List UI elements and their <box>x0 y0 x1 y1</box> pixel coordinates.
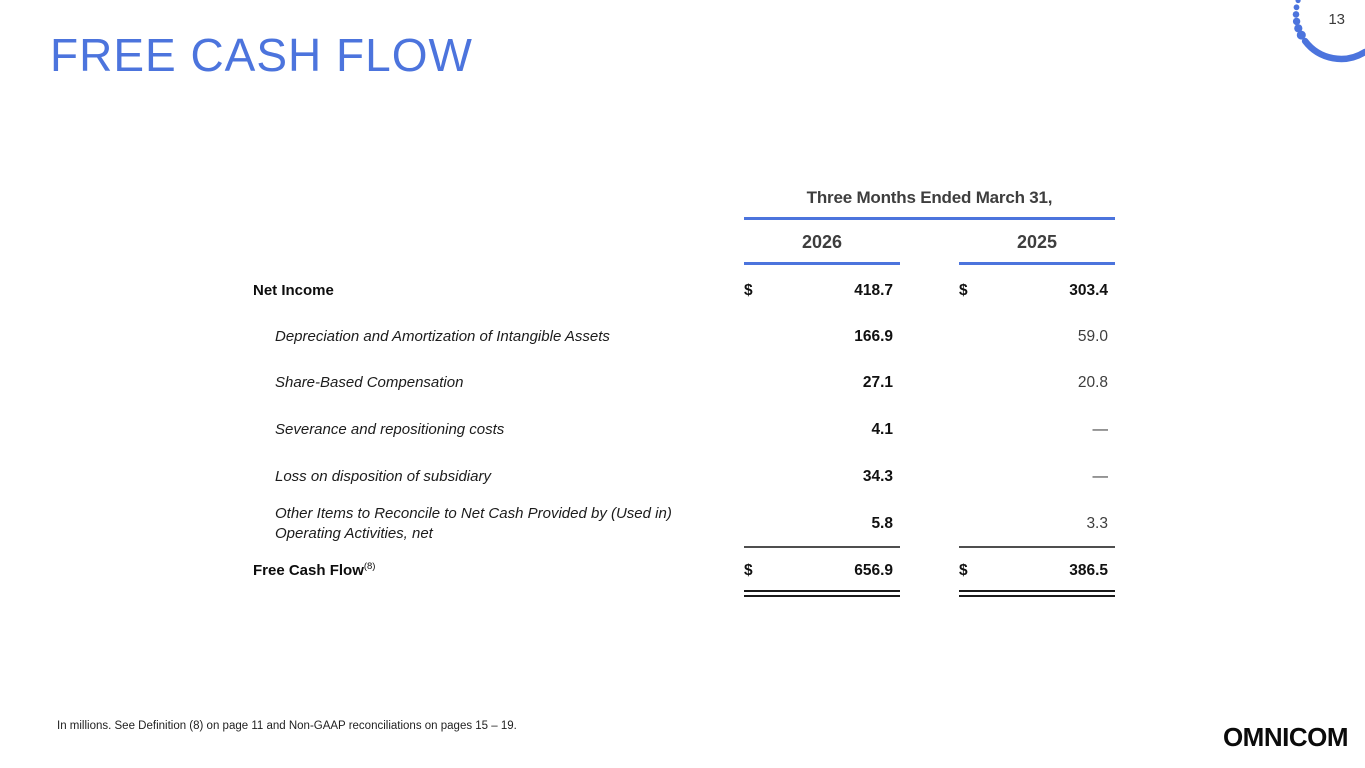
row-label: Share-Based Compensation <box>275 374 464 391</box>
total-label-text: Free Cash Flow <box>253 562 364 579</box>
value-2025: — <box>1092 468 1108 485</box>
value-2025: 3.3 <box>1086 515 1108 532</box>
value-2025: 386.5 <box>1069 562 1108 579</box>
table-row <box>253 280 1115 302</box>
value-2026: 166.9 <box>854 328 893 345</box>
subtotal-rule-2026 <box>744 546 900 548</box>
table-row <box>253 466 1115 488</box>
subtotal-rule-2025 <box>959 546 1115 548</box>
table-row <box>253 419 1115 441</box>
value-2025: — <box>1092 421 1108 438</box>
value-2025-cell <box>959 502 1115 546</box>
value-2025: 59.0 <box>1077 328 1108 345</box>
rule-2026 <box>744 262 900 265</box>
value-2026-cell <box>744 560 900 582</box>
table-period-header: Three Months Ended March 31, <box>806 188 1053 207</box>
value-2025-cell <box>959 280 1115 302</box>
currency-symbol: $ <box>959 562 968 579</box>
value-2026-cell <box>744 502 900 546</box>
footnote: In millions. See Definition (8) on page 11 and Non-GAAP reconciliations on pages 15 – 19. <box>57 720 517 732</box>
table-total-row <box>253 560 1115 582</box>
value-2025-cell <box>959 466 1115 488</box>
page-number: 13 <box>1328 11 1345 28</box>
table-row <box>253 372 1115 394</box>
total-double-rule-2026 <box>744 590 900 597</box>
footnote-reference: (8) <box>363 561 376 572</box>
omnicom-logo: OMNICOM <box>1222 722 1348 752</box>
total-double-rule-2025 <box>959 590 1115 597</box>
corner-arc-decoration <box>1235 0 1365 80</box>
value-2025-cell <box>959 326 1115 348</box>
value-2026-cell <box>744 466 900 488</box>
value-2026-cell <box>744 280 900 302</box>
row-label: Severance and repositioning costs <box>275 421 505 438</box>
value-2025: 20.8 <box>1077 374 1108 391</box>
row-label: Loss on disposition of subsidiary <box>275 468 491 485</box>
column-header-2026: 2026 <box>801 232 843 252</box>
currency-symbol: $ <box>744 562 753 579</box>
value-2026-cell <box>744 326 900 348</box>
header-rule <box>744 217 1115 220</box>
column-header-2025: 2025 <box>1016 232 1058 252</box>
value-2026: 656.9 <box>854 562 893 579</box>
value-2026-cell <box>744 419 900 441</box>
value-2026: 418.7 <box>854 282 893 299</box>
value-2026-cell <box>744 372 900 394</box>
table-row <box>253 326 1115 348</box>
value-2026: 4.1 <box>871 421 893 438</box>
value-2025-cell <box>959 372 1115 394</box>
value-2025: 303.4 <box>1069 282 1108 299</box>
row-label: Net Income <box>253 282 334 299</box>
row-label: Depreciation and Amortization of Intangible Assets <box>275 328 610 345</box>
table-row <box>253 502 1115 546</box>
slide-title: FREE CASH FLOW <box>50 29 473 81</box>
value-2026: 34.3 <box>862 468 893 485</box>
currency-symbol: $ <box>959 282 968 299</box>
value-2025-cell <box>959 560 1115 582</box>
value-2026: 27.1 <box>862 374 893 391</box>
value-2026: 5.8 <box>871 515 893 532</box>
rule-2025 <box>959 262 1115 265</box>
value-2025-cell <box>959 419 1115 441</box>
currency-symbol: $ <box>744 282 753 299</box>
row-label: Other Items to Reconcile to Net Cash Provided by (Used in) Operating Activities, net <box>275 505 672 542</box>
